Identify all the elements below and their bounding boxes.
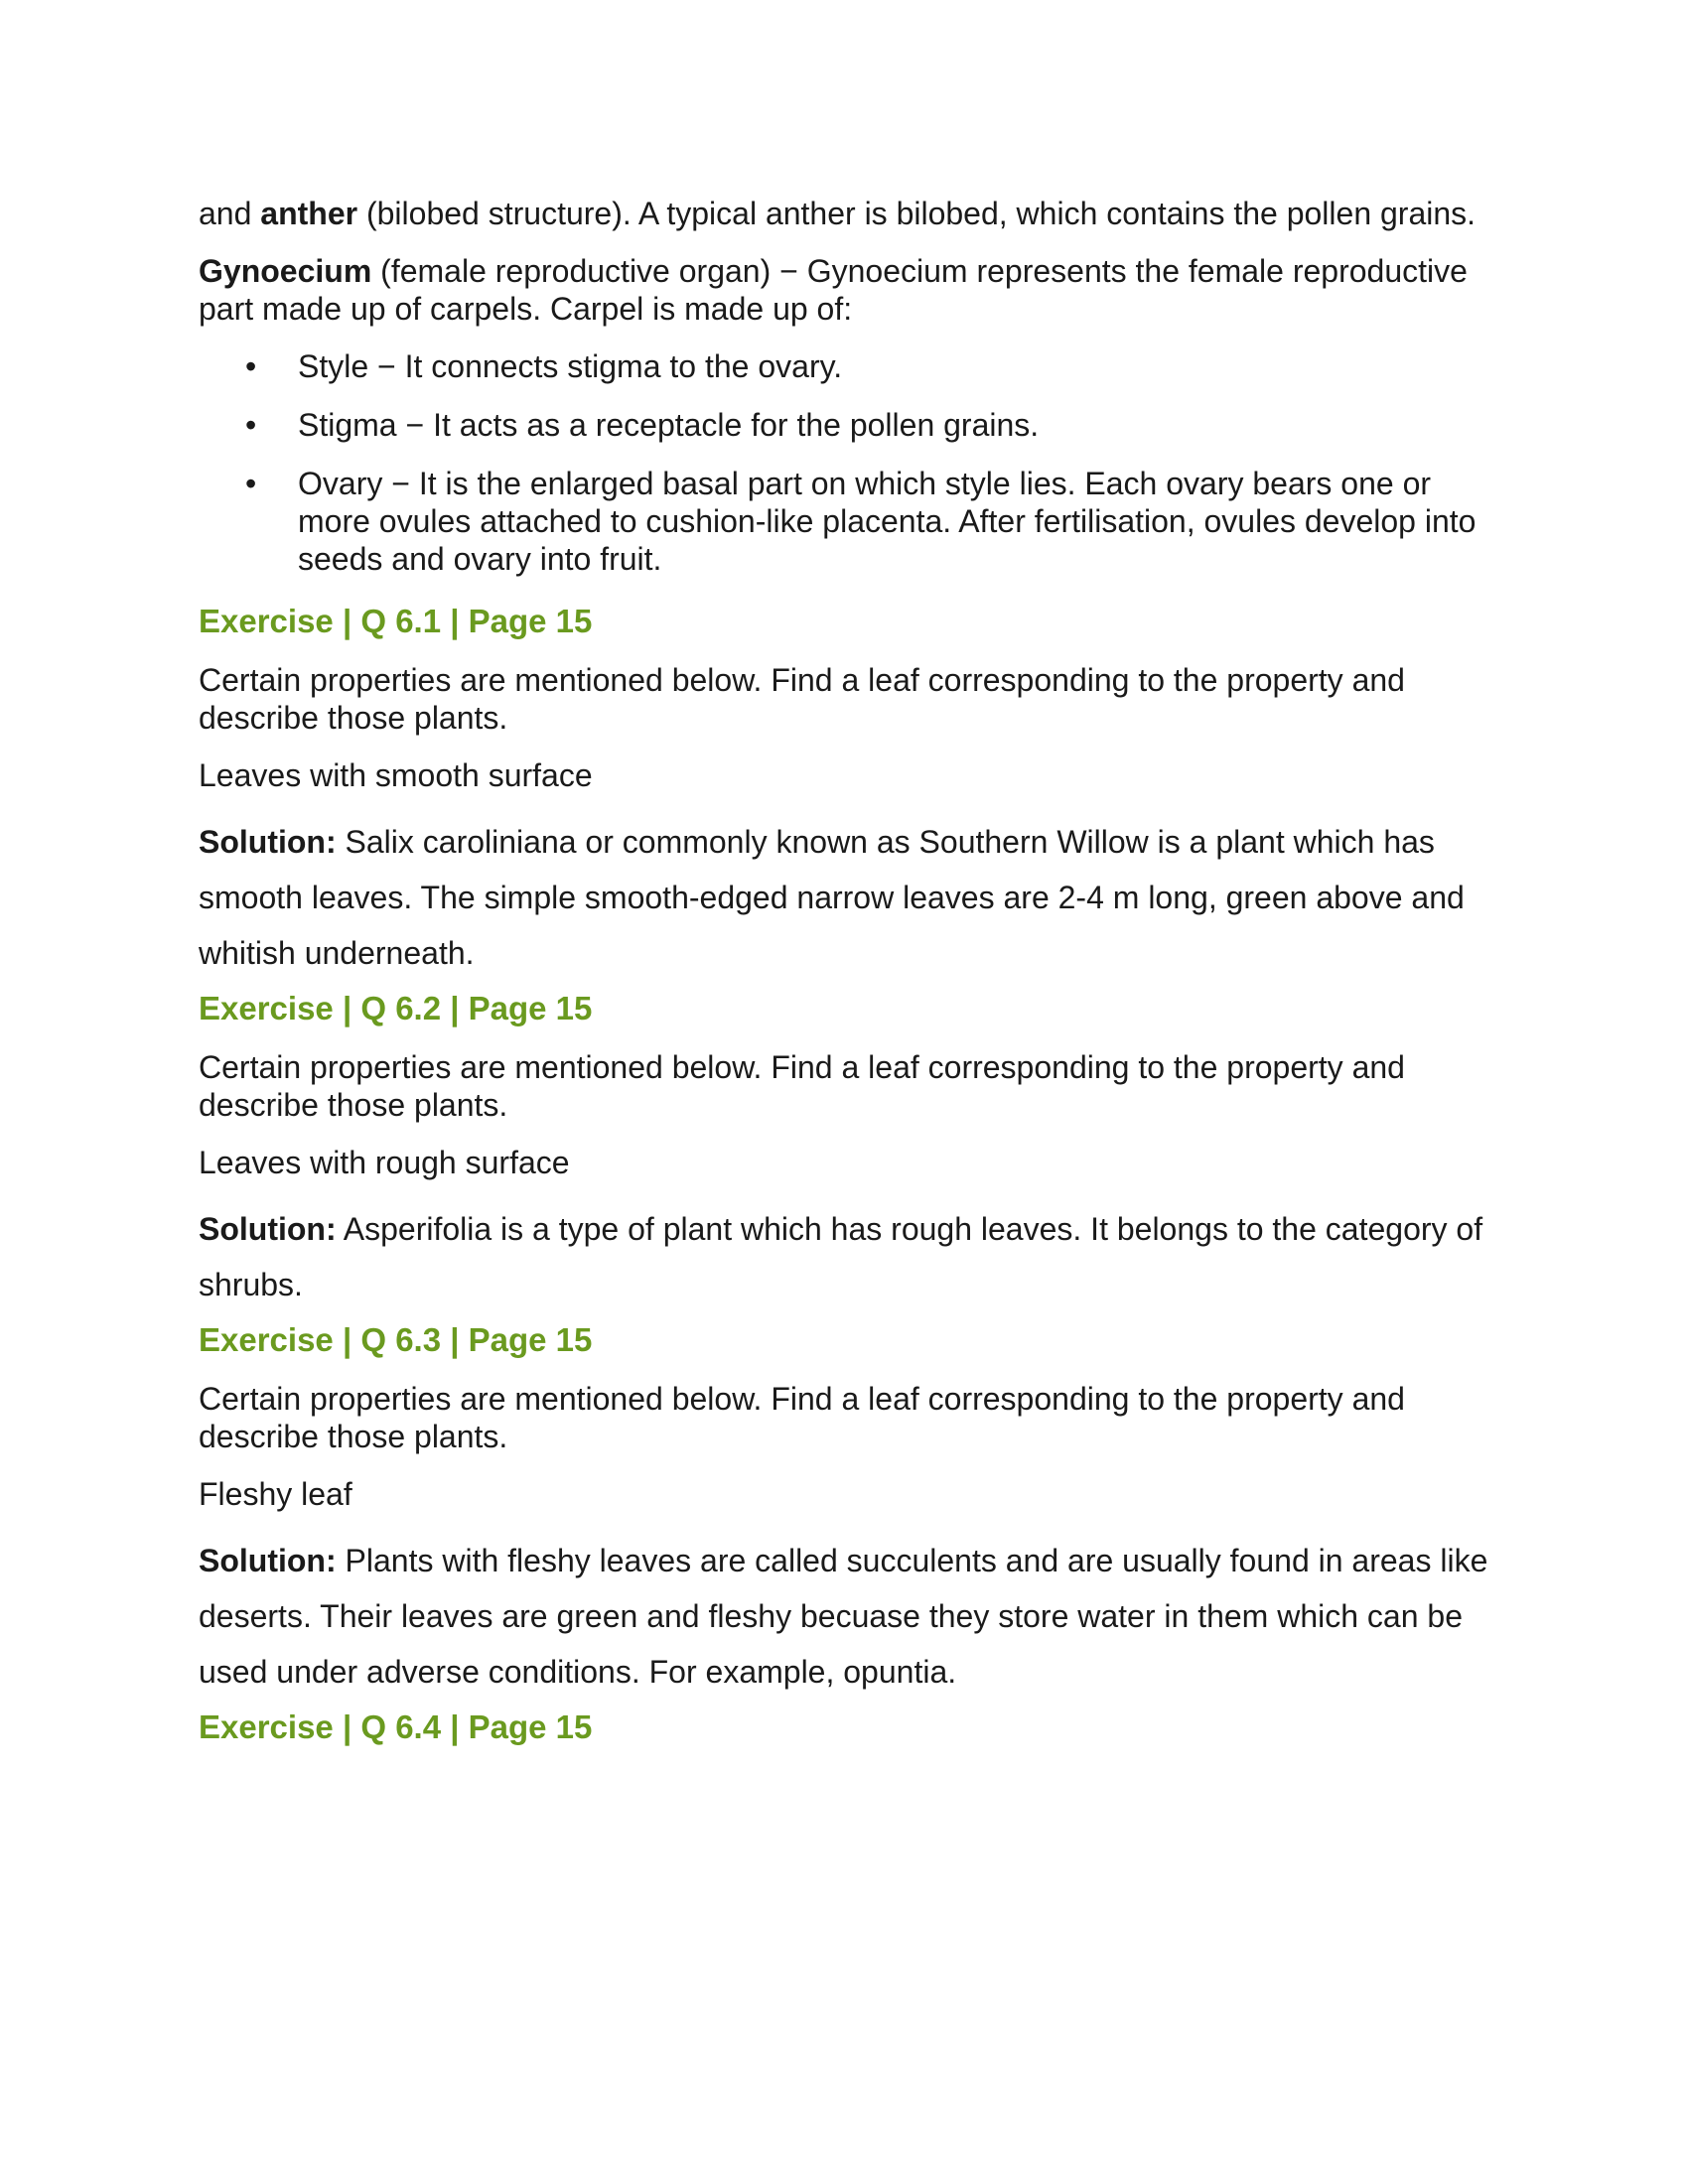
- gynoecium-paragraph: [199, 252, 1499, 328]
- exercise-section: [199, 602, 1499, 981]
- property-text: Leaves with smooth surface: [199, 757, 593, 793]
- bullet-icon: •: [245, 407, 257, 443]
- exercise-heading: Exercise | Q 6.2 | Page 15: [199, 990, 593, 1026]
- list-item: [199, 406, 1499, 444]
- carpel-parts-list: [199, 347, 1499, 578]
- term-anther: anther: [260, 196, 358, 231]
- exercise-heading: Exercise | Q 6.1 | Page 15: [199, 603, 593, 639]
- solution-label: Solution:: [199, 1543, 337, 1578]
- text-run: (bilobed structure). A typical anther is bilobed, which contains the pollen grains.: [357, 196, 1477, 231]
- text-run: (female reproductive organ) − Gynoecium represents the female reproductive part made up of carpels. Carpel is made up of:: [199, 253, 1468, 327]
- list-item-text: Stigma − It acts as a receptacle for the pollen grains.: [298, 407, 1040, 443]
- exercise-heading: Exercise | Q 6.3 | Page 15: [199, 1321, 593, 1358]
- property-text: Fleshy leaf: [199, 1476, 352, 1512]
- solution-text: [199, 1533, 1499, 1700]
- question-text: Certain properties are mentioned below. Find a leaf corresponding to the property and describe those plants.: [199, 662, 1405, 736]
- exercise-section: [199, 1320, 1499, 1700]
- solution-body: Salix caroliniana or commonly known as Southern Willow is a plant which has smooth leaves. The simple smooth-edged narrow leaves are 2-4 m long, green above and whitish underneath.: [199, 824, 1465, 971]
- list-item: [199, 347, 1499, 385]
- list-item-text: Style − It connects stigma to the ovary.: [298, 348, 843, 384]
- solution-body: Asperifolia is a type of plant which has rough leaves. It belongs to the category of shrubs.: [199, 1211, 1483, 1302]
- exercise-heading: Exercise | Q 6.4 | Page 15: [199, 1708, 593, 1745]
- solution-text: [199, 814, 1499, 981]
- list-item-text: Ovary − It is the enlarged basal part on which style lies. Each ovary bears one or more ovules attached to cushion-like placenta. After fertilisation, ovules develop into seeds and ovary into fruit.: [298, 466, 1477, 577]
- bullet-icon: •: [245, 348, 257, 384]
- question-text: Certain properties are mentioned below. Find a leaf corresponding to the property and describe those plants.: [199, 1381, 1405, 1454]
- anther-paragraph: [199, 195, 1499, 232]
- solution-body: Plants with fleshy leaves are called succulents and are usually found in areas like deserts. Their leaves are green and fleshy becuase they store water in them which can be used under adverse conditions. For example, opuntia.: [199, 1543, 1488, 1690]
- text-run: and: [199, 196, 261, 231]
- list-item: [199, 465, 1499, 578]
- question-text: Certain properties are mentioned below. Find a leaf corresponding to the property and describe those plants.: [199, 1049, 1405, 1123]
- page-content: [199, 195, 1499, 1767]
- exercise-section: [199, 989, 1499, 1312]
- solution-text: [199, 1201, 1499, 1312]
- property-text: Leaves with rough surface: [199, 1145, 570, 1180]
- term-gynoecium: Gynoecium: [199, 253, 372, 289]
- solution-label: Solution:: [199, 1211, 337, 1247]
- bullet-icon: •: [245, 466, 257, 501]
- solution-label: Solution:: [199, 824, 337, 860]
